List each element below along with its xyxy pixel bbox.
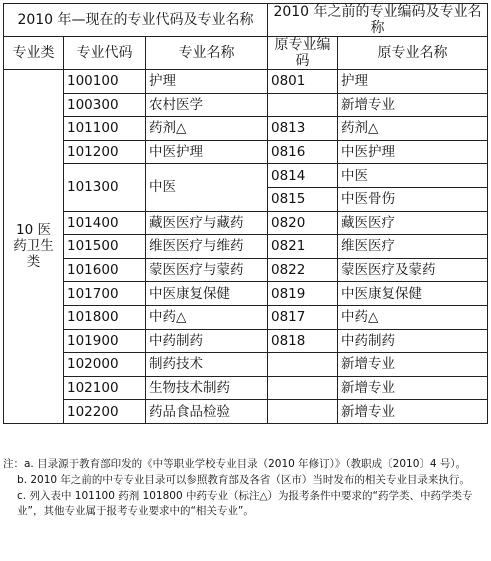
major-code-table xyxy=(3,3,488,424)
category-column-header: 专业类 xyxy=(4,37,64,70)
old-code-cell: 0822 xyxy=(268,258,338,282)
old-name-cell: 中药制药 xyxy=(338,329,488,353)
old-code-cell: 0815 xyxy=(268,187,338,211)
major-code-cell: 101300 xyxy=(64,164,146,211)
old-name-column-header: 原专业名称 xyxy=(338,37,488,70)
old-name-cell: 中医 xyxy=(338,164,488,188)
old-name-cell: 蒙医医疗及蒙药 xyxy=(338,258,488,282)
old-name-cell: 新增专业 xyxy=(338,400,488,424)
old-name-cell: 新增专业 xyxy=(338,93,488,117)
old-code-cell: 0816 xyxy=(268,140,338,164)
old-code-cell: 0801 xyxy=(268,70,338,94)
major-name-cell: 中药制药 xyxy=(146,329,268,353)
table-row xyxy=(4,164,488,188)
old-name-cell: 维医医疗 xyxy=(338,235,488,259)
major-code-cell: 101800 xyxy=(64,305,146,329)
footnote-lead: 注： xyxy=(3,458,24,470)
major-name-cell: 中医 xyxy=(146,164,268,211)
old-name-cell: 藏医医疗 xyxy=(338,211,488,235)
code-column-header: 专业代码 xyxy=(64,37,146,70)
name-column-header: 专业名称 xyxy=(146,37,268,70)
major-code-cell: 102200 xyxy=(64,400,146,424)
table-body xyxy=(4,70,488,424)
major-code-cell: 101700 xyxy=(64,282,146,306)
major-name-cell: 农村医学 xyxy=(146,93,268,117)
table-row xyxy=(4,117,488,141)
major-code-cell: 101100 xyxy=(64,117,146,141)
category-cell: 10 医药卫生类 xyxy=(4,70,64,424)
old-name-cell: 新增专业 xyxy=(338,376,488,400)
table-row xyxy=(4,376,488,400)
major-code-cell: 101600 xyxy=(64,258,146,282)
major-name-cell: 中医护理 xyxy=(146,140,268,164)
table-row xyxy=(4,400,488,424)
major-code-cell: 101900 xyxy=(64,329,146,353)
major-name-cell: 护理 xyxy=(146,70,268,94)
old-code-cell: 0814 xyxy=(268,164,338,188)
major-name-cell: 中药△ xyxy=(146,305,268,329)
footnote-b xyxy=(3,473,487,488)
old-name-cell: 中医骨伤 xyxy=(338,187,488,211)
old-code-cell: 0813 xyxy=(268,117,338,141)
old-code-cell: 0819 xyxy=(268,282,338,306)
table-row xyxy=(4,353,488,377)
header-column-row xyxy=(4,37,488,70)
table-row xyxy=(4,282,488,306)
major-code-cell: 100300 xyxy=(64,93,146,117)
header-group-row xyxy=(4,4,488,37)
major-name-cell: 药剂△ xyxy=(146,117,268,141)
old-name-cell: 新增专业 xyxy=(338,353,488,377)
footnote-a xyxy=(3,457,487,472)
table-row xyxy=(4,329,488,353)
major-name-cell: 中医康复保健 xyxy=(146,282,268,306)
table-row xyxy=(4,211,488,235)
major-name-cell: 制药技术 xyxy=(146,353,268,377)
footnote-c xyxy=(3,489,487,519)
major-code-cell: 101500 xyxy=(64,235,146,259)
old-code-cell xyxy=(268,93,338,117)
old-code-cell xyxy=(268,353,338,377)
old-name-cell: 药剂△ xyxy=(338,117,488,141)
major-code-cell: 102100 xyxy=(64,376,146,400)
old-group-header: 2010 年之前的专业编码及专业名称 xyxy=(268,4,488,37)
old-name-cell: 中药△ xyxy=(338,305,488,329)
new-group-header: 2010 年—现在的专业代码及专业名称 xyxy=(4,4,268,37)
table-row xyxy=(4,93,488,117)
footnote-c-text: c. 列入表中 101100 药剂 101800 中药专业（标注△）为报考条件中要求的“药学类、中药学类专业”，其他专业属于报考专业要求中的“相关专业”。 xyxy=(17,490,473,517)
major-code-cell: 102000 xyxy=(64,353,146,377)
footnote-b-text: b. 2010 年之前的中专专业目录可以参照教育部及各省（区市）当时发布的相关专业目录来执行。 xyxy=(17,474,470,486)
old-code-cell xyxy=(268,400,338,424)
major-name-cell: 藏医医疗与藏药 xyxy=(146,211,268,235)
table-row xyxy=(4,305,488,329)
major-code-cell: 100100 xyxy=(64,70,146,94)
table-row xyxy=(4,140,488,164)
footnotes xyxy=(3,457,487,520)
old-name-cell: 中医康复保健 xyxy=(338,282,488,306)
old-code-column-header: 原专业编码 xyxy=(268,37,338,70)
footnote-a-text: a. 目录源于教育部印发的《中等职业学校专业目录（2010 年修订）》（教职成〔2010〕4 号）。 xyxy=(24,458,467,470)
old-code-cell: 0821 xyxy=(268,235,338,259)
table-row xyxy=(4,258,488,282)
table-row xyxy=(4,235,488,259)
major-name-cell: 蒙医医疗与蒙药 xyxy=(146,258,268,282)
major-code-cell: 101400 xyxy=(64,211,146,235)
table-row xyxy=(4,70,488,94)
old-code-cell: 0820 xyxy=(268,211,338,235)
old-code-cell: 0818 xyxy=(268,329,338,353)
old-code-cell: 0817 xyxy=(268,305,338,329)
major-name-cell: 药品食品检验 xyxy=(146,400,268,424)
major-name-cell: 生物技术制药 xyxy=(146,376,268,400)
old-name-cell: 中医护理 xyxy=(338,140,488,164)
old-code-cell xyxy=(268,376,338,400)
old-name-cell: 护理 xyxy=(338,70,488,94)
major-code-cell: 101200 xyxy=(64,140,146,164)
major-name-cell: 维医医疗与维药 xyxy=(146,235,268,259)
